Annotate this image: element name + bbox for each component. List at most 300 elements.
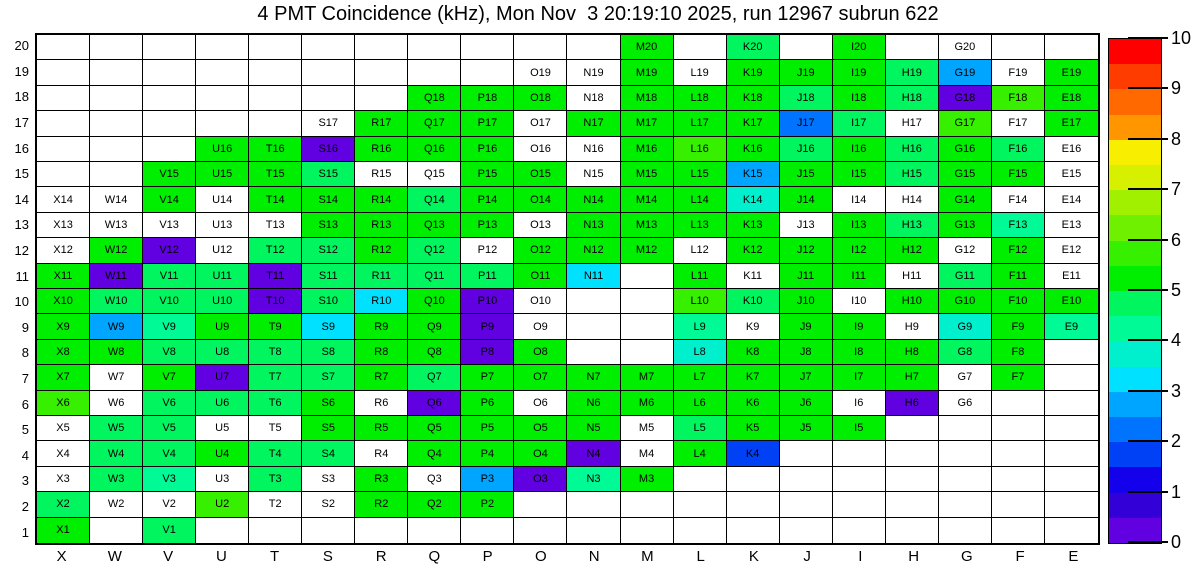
cell-label: F11 bbox=[1008, 269, 1027, 282]
grid-cell bbox=[939, 314, 992, 339]
grid-cell bbox=[780, 213, 833, 238]
grid-cell bbox=[727, 187, 780, 212]
grid-cell bbox=[1045, 314, 1098, 339]
grid-cell bbox=[37, 86, 90, 111]
cell-label: W14 bbox=[104, 193, 128, 206]
cell-label: X7 bbox=[56, 371, 70, 384]
cell-label: P11 bbox=[478, 269, 497, 282]
grid-cell bbox=[727, 86, 780, 111]
cell-label: T14 bbox=[265, 193, 285, 206]
colorbar-tick-label: 5 bbox=[1171, 280, 1182, 300]
grid-cell bbox=[302, 365, 355, 390]
grid-cell bbox=[886, 213, 939, 238]
grid-cell bbox=[780, 340, 833, 365]
grid-cell bbox=[90, 60, 143, 85]
grid-cell bbox=[37, 416, 90, 441]
cell-label: P6 bbox=[480, 396, 495, 409]
grid-cell bbox=[90, 365, 143, 390]
cell-label: R13 bbox=[371, 218, 392, 231]
cell-label: H7 bbox=[904, 371, 919, 384]
cell-label: L11 bbox=[690, 269, 709, 282]
grid-cell bbox=[249, 213, 302, 238]
colorbar-band bbox=[1109, 165, 1161, 190]
cell-label: O9 bbox=[533, 320, 548, 333]
cell-label: P4 bbox=[480, 447, 495, 460]
cell-label: U12 bbox=[212, 244, 233, 257]
cell-label: E11 bbox=[1062, 269, 1081, 282]
grid-cell bbox=[939, 391, 992, 416]
grid-cell bbox=[90, 213, 143, 238]
cell-label: M18 bbox=[635, 91, 658, 104]
grid-cell bbox=[621, 391, 674, 416]
grid-cell bbox=[939, 289, 992, 314]
x-axis-label: J bbox=[803, 548, 811, 565]
cell-label: Q7 bbox=[427, 371, 442, 384]
cell-label: U14 bbox=[212, 193, 233, 206]
cell-label: G18 bbox=[954, 91, 976, 104]
cell-label: W5 bbox=[107, 422, 125, 435]
cell-label: I11 bbox=[851, 269, 866, 282]
cell-label: X2 bbox=[56, 498, 70, 511]
cell-label: N12 bbox=[583, 244, 604, 257]
cell-label: I16 bbox=[851, 142, 867, 155]
cell-label: V3 bbox=[162, 472, 176, 485]
grid-cell bbox=[1045, 467, 1098, 492]
grid-cell bbox=[621, 187, 674, 212]
cell-label: X14 bbox=[53, 193, 73, 206]
grid-cell bbox=[567, 289, 620, 314]
grid-cell bbox=[37, 187, 90, 212]
cell-label: F10 bbox=[1008, 295, 1028, 308]
cell-label: M14 bbox=[635, 193, 658, 206]
grid-cell bbox=[567, 111, 620, 136]
cell-label: U5 bbox=[215, 422, 230, 435]
cell-label: M12 bbox=[635, 244, 658, 257]
cell-label: V10 bbox=[159, 295, 179, 308]
grid-cell bbox=[674, 86, 727, 111]
cell-label: P17 bbox=[477, 117, 498, 130]
cell-label: L15 bbox=[690, 168, 709, 181]
colorbar-band bbox=[1109, 467, 1161, 492]
grid-cell bbox=[992, 467, 1045, 492]
cell-label: L6 bbox=[693, 396, 706, 409]
grid-cell bbox=[302, 35, 355, 60]
cell-label: R2 bbox=[374, 498, 389, 511]
grid-cell bbox=[355, 492, 408, 517]
cell-label: H10 bbox=[901, 295, 922, 308]
grid-cell bbox=[727, 60, 780, 85]
grid-cell bbox=[249, 162, 302, 187]
grid-cell bbox=[674, 365, 727, 390]
grid-cell bbox=[461, 289, 514, 314]
grid-cell bbox=[143, 441, 196, 466]
grid-cell bbox=[249, 86, 302, 111]
cell-label: R17 bbox=[371, 117, 392, 130]
grid-cell bbox=[886, 289, 939, 314]
grid-cell bbox=[461, 187, 514, 212]
grid-cell bbox=[939, 518, 992, 543]
grid-cell bbox=[461, 441, 514, 466]
cell-label: R3 bbox=[374, 472, 389, 485]
grid-cell bbox=[674, 137, 727, 162]
grid-cell bbox=[992, 187, 1045, 212]
grid-cell bbox=[621, 416, 674, 441]
grid-cell bbox=[355, 162, 408, 187]
cell-label: T2 bbox=[268, 498, 282, 511]
grid-cell bbox=[196, 518, 249, 543]
cell-label: O13 bbox=[530, 218, 551, 231]
grid-cell bbox=[196, 391, 249, 416]
grid-cell bbox=[302, 111, 355, 136]
grid-cell bbox=[674, 60, 727, 85]
grid-cell bbox=[1045, 86, 1098, 111]
grid-cell bbox=[567, 86, 620, 111]
grid-cell bbox=[514, 365, 567, 390]
cell-label: I20 bbox=[851, 41, 867, 54]
cell-label: W4 bbox=[107, 447, 125, 460]
cell-label: F15 bbox=[1008, 168, 1028, 181]
grid-cell bbox=[302, 492, 355, 517]
grid-cell bbox=[514, 111, 567, 136]
colorbar-tick-label: 2 bbox=[1171, 431, 1182, 452]
grid-cell bbox=[143, 264, 196, 289]
cell-label: T16 bbox=[265, 142, 285, 155]
grid-cell bbox=[196, 213, 249, 238]
cell-label: K14 bbox=[742, 193, 763, 206]
x-axis-label: R bbox=[375, 548, 387, 565]
grid-cell bbox=[833, 518, 886, 543]
grid-cell bbox=[302, 391, 355, 416]
x-axis-label: S bbox=[322, 548, 333, 565]
cell-label: W10 bbox=[104, 295, 128, 308]
grid-cell bbox=[1045, 264, 1098, 289]
cell-label: Q12 bbox=[423, 244, 445, 257]
cell-label: H9 bbox=[904, 320, 919, 333]
cell-label: R7 bbox=[374, 371, 389, 384]
cell-label: S11 bbox=[318, 269, 338, 282]
grid-cell bbox=[992, 441, 1045, 466]
cell-label: T5 bbox=[268, 422, 282, 435]
cell-label: Q16 bbox=[423, 142, 445, 155]
grid-cell bbox=[514, 60, 567, 85]
x-axis-label: X bbox=[56, 548, 67, 565]
cell-label: N17 bbox=[583, 117, 604, 130]
cell-label: H13 bbox=[901, 218, 922, 231]
grid-cell bbox=[196, 60, 249, 85]
cell-label: P2 bbox=[480, 498, 495, 511]
grid-cell bbox=[355, 340, 408, 365]
cell-label: E17 bbox=[1061, 117, 1082, 130]
cell-label: O17 bbox=[530, 117, 551, 130]
cell-label: Q2 bbox=[427, 498, 442, 511]
cell-label: V6 bbox=[162, 396, 176, 409]
cell-label: S3 bbox=[321, 472, 335, 485]
y-axis-label: 17 bbox=[14, 115, 29, 131]
colorbar-band bbox=[1109, 442, 1161, 467]
grid-cell bbox=[461, 238, 514, 263]
colorbar-band bbox=[1109, 291, 1161, 316]
grid-cell bbox=[461, 391, 514, 416]
grid-cell bbox=[939, 111, 992, 136]
grid-cell bbox=[355, 416, 408, 441]
grid-cell bbox=[37, 35, 90, 60]
cell-label: O15 bbox=[530, 168, 551, 181]
grid-cell bbox=[674, 340, 727, 365]
cell-label: X13 bbox=[53, 218, 73, 231]
grid-cell bbox=[249, 264, 302, 289]
grid-cell bbox=[939, 162, 992, 187]
grid-cell bbox=[408, 289, 461, 314]
grid-cell bbox=[992, 111, 1045, 136]
grid-cell bbox=[37, 441, 90, 466]
cell-label: I12 bbox=[851, 244, 867, 257]
x-axis-label: U bbox=[215, 548, 227, 565]
cell-label: P13 bbox=[477, 218, 498, 231]
grid-cell bbox=[249, 238, 302, 263]
cell-label: X3 bbox=[56, 472, 70, 485]
grid-cell bbox=[727, 137, 780, 162]
grid-cell bbox=[143, 187, 196, 212]
grid-cell bbox=[727, 35, 780, 60]
grid-cell bbox=[37, 314, 90, 339]
grid-cell bbox=[302, 441, 355, 466]
cell-label: O16 bbox=[530, 142, 551, 155]
grid-cell bbox=[37, 518, 90, 543]
grid-cell bbox=[302, 86, 355, 111]
grid-cell bbox=[780, 60, 833, 85]
cell-label: O7 bbox=[533, 371, 548, 384]
grid-cell bbox=[939, 492, 992, 517]
cell-label: F12 bbox=[1008, 244, 1028, 257]
cell-label: H11 bbox=[902, 269, 922, 282]
cell-label: L4 bbox=[693, 447, 706, 460]
colorbar-band bbox=[1109, 518, 1161, 543]
grid-cell bbox=[674, 35, 727, 60]
cell-label: M20 bbox=[635, 41, 658, 54]
cell-label: H14 bbox=[901, 193, 922, 206]
grid-cell bbox=[780, 416, 833, 441]
grid-cell bbox=[355, 518, 408, 543]
colorbar-tick bbox=[1128, 87, 1168, 89]
grid-cell bbox=[992, 60, 1045, 85]
grid-cell bbox=[90, 238, 143, 263]
cell-label: K6 bbox=[745, 396, 760, 409]
grid-cell bbox=[567, 391, 620, 416]
grid-cell bbox=[780, 264, 833, 289]
grid-cell bbox=[727, 264, 780, 289]
cell-label: K13 bbox=[742, 218, 763, 231]
grid-cell bbox=[249, 416, 302, 441]
grid-cell bbox=[780, 187, 833, 212]
grid-cell bbox=[727, 416, 780, 441]
grid-cell bbox=[886, 391, 939, 416]
grid-cell bbox=[249, 289, 302, 314]
grid-cell bbox=[37, 467, 90, 492]
cell-label: L9 bbox=[693, 320, 706, 333]
grid-cell bbox=[90, 86, 143, 111]
cell-label: X9 bbox=[56, 320, 70, 333]
cell-label: Q13 bbox=[423, 218, 445, 231]
grid-cell bbox=[143, 238, 196, 263]
cell-label: T4 bbox=[268, 447, 282, 460]
cell-label: U15 bbox=[212, 168, 233, 181]
cell-label: W9 bbox=[107, 320, 125, 333]
colorbar-band bbox=[1109, 140, 1161, 165]
grid-cell bbox=[621, 213, 674, 238]
grid-cell bbox=[143, 111, 196, 136]
grid-cell bbox=[355, 35, 408, 60]
colorbar-tick-label: 9 bbox=[1171, 78, 1182, 99]
grid-cell bbox=[196, 314, 249, 339]
grid-cell bbox=[939, 467, 992, 492]
grid-cell bbox=[727, 111, 780, 136]
grid-cell bbox=[886, 518, 939, 543]
grid-cell bbox=[886, 365, 939, 390]
grid-cell bbox=[355, 137, 408, 162]
grid-cell bbox=[143, 492, 196, 517]
cell-label: U2 bbox=[215, 498, 230, 511]
cell-label: W7 bbox=[107, 371, 125, 384]
colorbar-band bbox=[1109, 266, 1161, 291]
grid-cell bbox=[514, 264, 567, 289]
grid-cell bbox=[567, 187, 620, 212]
grid-cell bbox=[196, 86, 249, 111]
cell-label: G13 bbox=[954, 218, 976, 231]
cell-label: P15 bbox=[477, 168, 498, 181]
grid-cell bbox=[355, 86, 408, 111]
y-axis-label: 16 bbox=[14, 140, 29, 156]
cell-label: K7 bbox=[745, 371, 760, 384]
grid-cell bbox=[621, 441, 674, 466]
grid-cell bbox=[886, 162, 939, 187]
cell-label: U4 bbox=[215, 447, 230, 460]
cell-label: L16 bbox=[690, 142, 709, 155]
cell-label: N6 bbox=[586, 396, 601, 409]
cell-label: L14 bbox=[690, 193, 709, 206]
grid-cell bbox=[143, 213, 196, 238]
cell-label: T12 bbox=[265, 244, 285, 257]
grid-cell bbox=[514, 467, 567, 492]
cell-label: R5 bbox=[374, 422, 389, 435]
cell-label: O5 bbox=[533, 422, 548, 435]
cell-label: T13 bbox=[265, 218, 285, 231]
cell-label: J18 bbox=[796, 91, 815, 104]
colorbar bbox=[1108, 38, 1162, 544]
cell-label: I13 bbox=[851, 218, 867, 231]
grid-cell bbox=[780, 137, 833, 162]
x-axis-label: O bbox=[535, 548, 547, 565]
grid-cell bbox=[727, 340, 780, 365]
grid-cell bbox=[727, 518, 780, 543]
grid-cell bbox=[196, 162, 249, 187]
grid-cell bbox=[408, 314, 461, 339]
cell-label: U8 bbox=[215, 345, 230, 358]
cell-label: W13 bbox=[104, 218, 128, 231]
grid-cell bbox=[196, 111, 249, 136]
colorbar-tick bbox=[1128, 188, 1168, 190]
cell-label: X8 bbox=[56, 345, 70, 358]
cell-label: G19 bbox=[954, 66, 976, 79]
y-axis-label: 1 bbox=[21, 524, 29, 540]
grid-cell bbox=[992, 162, 1045, 187]
colorbar-tick bbox=[1128, 491, 1168, 493]
cell-label: Q11 bbox=[424, 269, 445, 282]
cell-label: M6 bbox=[638, 396, 655, 409]
cell-label: T7 bbox=[268, 371, 282, 384]
grid-cell bbox=[567, 162, 620, 187]
grid-cell bbox=[567, 238, 620, 263]
grid-cell bbox=[143, 289, 196, 314]
grid-cell bbox=[992, 391, 1045, 416]
grid-cell bbox=[302, 60, 355, 85]
grid-cell bbox=[727, 391, 780, 416]
grid-cell bbox=[514, 86, 567, 111]
grid-cell bbox=[355, 264, 408, 289]
cell-label: F16 bbox=[1008, 142, 1028, 155]
colorbar-tick bbox=[1128, 339, 1168, 341]
cell-label: K5 bbox=[745, 422, 760, 435]
cell-label: R14 bbox=[371, 193, 392, 206]
grid-cell bbox=[833, 365, 886, 390]
chart-title: 4 PMT Coincidence (kHz), Mon Nov 3 20:19:10 2025, run 12967 subrun 622 bbox=[257, 3, 939, 25]
grid-cell bbox=[992, 238, 1045, 263]
cell-label: J11 bbox=[797, 269, 815, 282]
y-axis-label: 15 bbox=[14, 166, 29, 182]
cell-label: Q6 bbox=[427, 396, 442, 409]
cell-label: L8 bbox=[693, 345, 706, 358]
grid-cell bbox=[992, 518, 1045, 543]
cell-label: U16 bbox=[212, 142, 233, 155]
grid-cell bbox=[833, 391, 886, 416]
grid-cell bbox=[1045, 492, 1098, 517]
cell-label: N7 bbox=[586, 371, 601, 384]
cell-label: G10 bbox=[954, 295, 976, 308]
grid-cell bbox=[1045, 187, 1098, 212]
cell-label: P16 bbox=[477, 142, 498, 155]
cell-label: U13 bbox=[212, 218, 233, 231]
cell-label: S2 bbox=[321, 498, 335, 511]
x-axis-label: K bbox=[748, 548, 759, 565]
grid-cell bbox=[886, 492, 939, 517]
grid-cell bbox=[992, 35, 1045, 60]
cell-label: G9 bbox=[957, 320, 973, 333]
cell-label: E14 bbox=[1061, 193, 1082, 206]
colorbar-band bbox=[1109, 341, 1161, 366]
grid-cell bbox=[143, 60, 196, 85]
cell-label: Q18 bbox=[423, 91, 445, 104]
grid-cell bbox=[302, 213, 355, 238]
grid-cell bbox=[780, 467, 833, 492]
cell-label: N4 bbox=[586, 447, 601, 460]
cell-label: S16 bbox=[318, 142, 339, 155]
cell-label: T10 bbox=[265, 295, 285, 308]
cell-label: S17 bbox=[318, 117, 339, 130]
grid-cell bbox=[514, 187, 567, 212]
cell-label: O14 bbox=[530, 193, 551, 206]
grid-cell bbox=[37, 137, 90, 162]
x-axis-labels bbox=[35, 548, 1100, 568]
grid-cell bbox=[408, 35, 461, 60]
grid-cell bbox=[674, 264, 727, 289]
grid-cell bbox=[355, 60, 408, 85]
y-axis-label: 13 bbox=[14, 217, 29, 233]
grid-cell bbox=[727, 213, 780, 238]
grid-cell bbox=[196, 467, 249, 492]
cell-label: F17 bbox=[1008, 117, 1028, 130]
grid-cell bbox=[143, 365, 196, 390]
colorbar-tick-label: 1 bbox=[1171, 481, 1182, 502]
grid-cell bbox=[37, 213, 90, 238]
